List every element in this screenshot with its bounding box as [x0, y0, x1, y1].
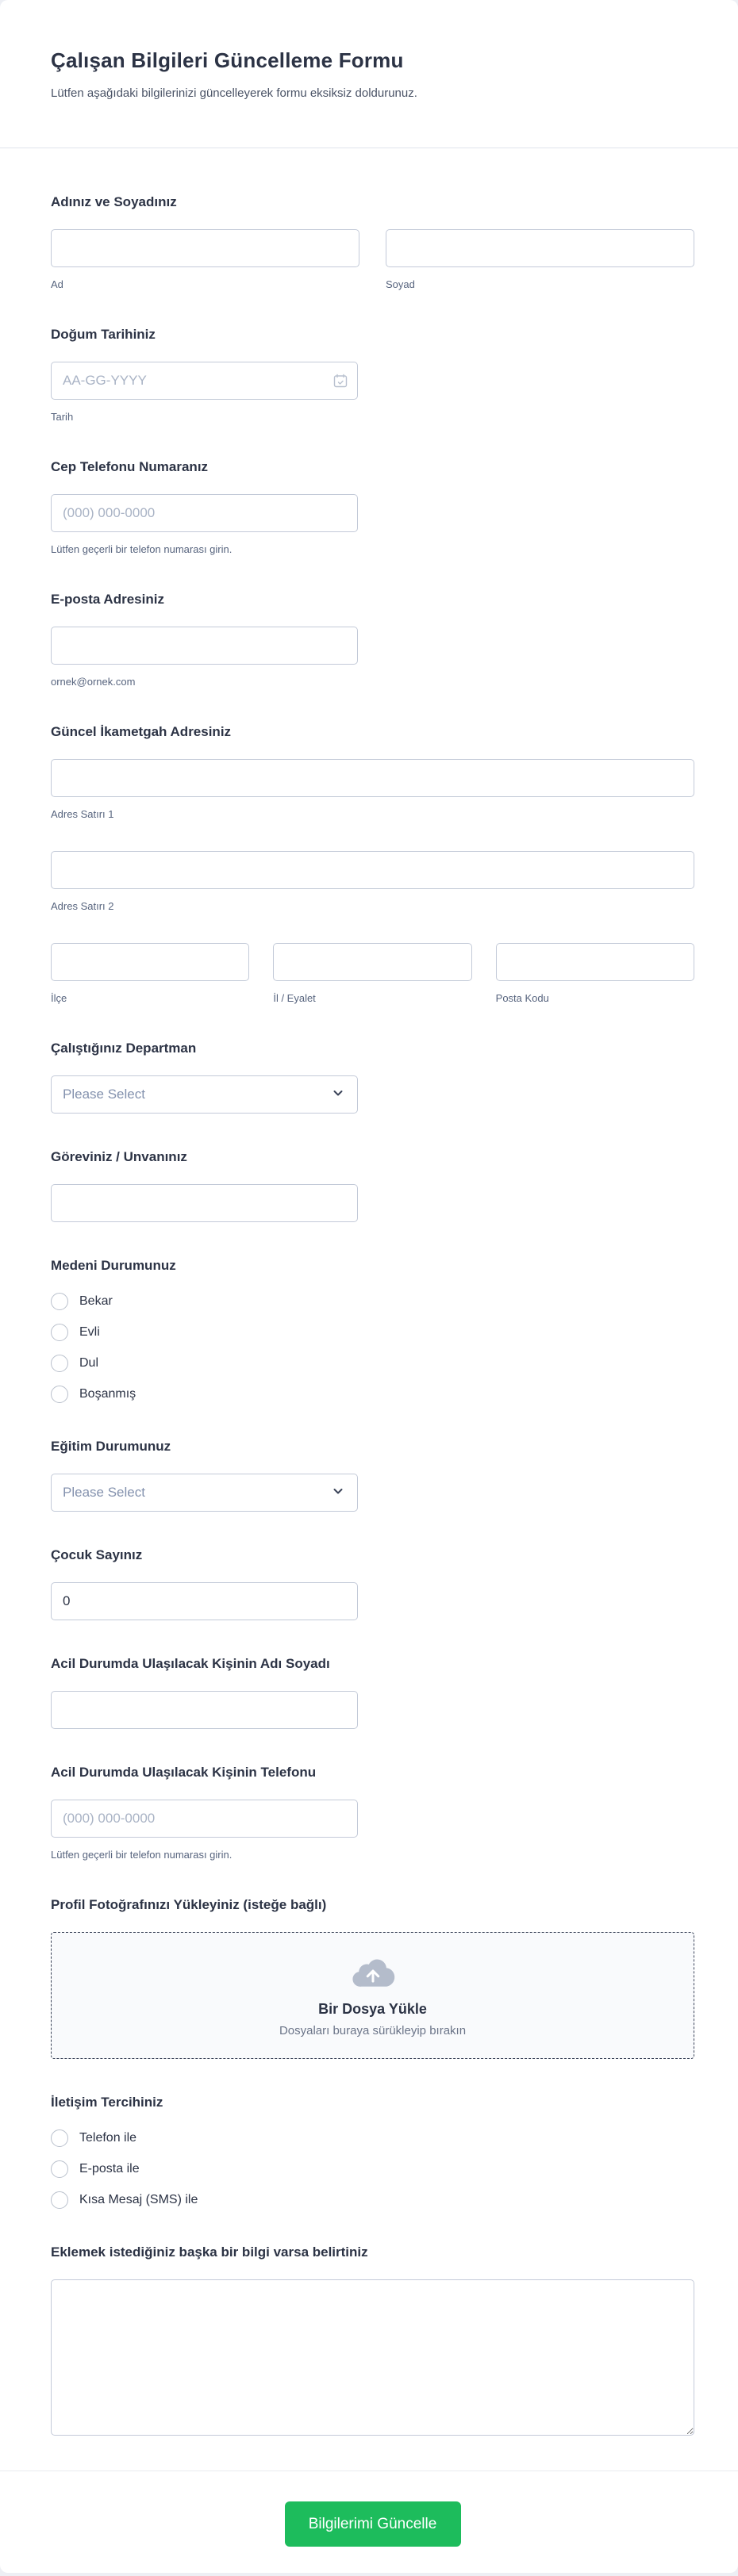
marital-option-bekar[interactable]: [51, 1293, 694, 1310]
marital-option-label: Evli: [79, 1325, 100, 1339]
address-city-input[interactable]: [51, 943, 249, 981]
emergency-phone-sublabel: Lütfen geçerli bir telefon numarası girin.: [51, 1849, 233, 1861]
phone-sublabel: Lütfen geçerli bir telefon numarası girin.: [51, 543, 233, 555]
field-photo-upload: [51, 1895, 694, 2059]
position-input[interactable]: [51, 1184, 358, 1222]
first-name-input[interactable]: [51, 229, 359, 267]
field-contact-pref: [51, 2092, 694, 2209]
education-select-value: Please Select: [63, 1485, 145, 1500]
address-state-input[interactable]: [273, 943, 471, 981]
page-subtitle: Lütfen aşağıdaki bilgilerinizi güncelleyerek formu eksiksiz doldurunuz.: [51, 86, 417, 100]
address-zip-input[interactable]: [496, 943, 694, 981]
contact-pref-option-label: Kısa Mesaj (SMS) ile: [79, 2193, 198, 2206]
notes-label: Eklemek istediğiniz başka bir bilgi varsa belirtiniz: [51, 2244, 368, 2260]
marital-option-evli[interactable]: [51, 1324, 694, 1341]
field-emergency-name: [51, 1654, 694, 1729]
notes-textarea[interactable]: [51, 2279, 694, 2436]
submit-button[interactable]: Bilgilerimi Güncelle: [285, 2501, 461, 2547]
chevron-down-icon: [332, 1485, 344, 1501]
field-marital: [51, 1255, 694, 1403]
first-name-sublabel: Ad: [51, 278, 63, 290]
radio-circle-icon[interactable]: [51, 2191, 68, 2209]
radio-circle-icon[interactable]: [51, 2129, 68, 2147]
department-select-value: Please Select: [63, 1087, 145, 1102]
contact-pref-option-label: E-posta ile: [79, 2162, 140, 2175]
birthdate-sublabel: Tarih: [51, 411, 74, 423]
submit-row: [0, 2471, 738, 2547]
file-dropzone[interactable]: [51, 1932, 694, 2059]
birthdate-input[interactable]: [51, 362, 358, 400]
field-birthdate: [51, 324, 694, 424]
department-label: Çalıştığınız Departman: [51, 1041, 197, 1056]
form-body: [0, 155, 738, 2440]
contact-pref-option-sms[interactable]: [51, 2191, 694, 2209]
form-header: [0, 0, 738, 102]
marital-option-dul[interactable]: [51, 1355, 694, 1372]
position-label: Göreviniz / Unvanınız: [51, 1149, 187, 1164]
address-state-sublabel: İl / Eyalet: [273, 992, 316, 1004]
chevron-down-icon: [332, 1087, 344, 1103]
last-name-input[interactable]: [386, 229, 694, 267]
address-line2-input[interactable]: [51, 851, 694, 889]
education-select[interactable]: [51, 1474, 358, 1512]
marital-label: Medeni Durumunuz: [51, 1258, 176, 1273]
contact-pref-option-eposta[interactable]: [51, 2160, 694, 2178]
emergency-name-input[interactable]: [51, 1691, 358, 1729]
fullname-label: Adınız ve Soyadınız: [51, 194, 177, 209]
department-select[interactable]: [51, 1075, 358, 1114]
contact-pref-label: İletişim Tercihiniz: [51, 2095, 163, 2110]
emergency-phone-label: Acil Durumda Ulaşılacak Kişinin Telefonu: [51, 1765, 317, 1780]
contact-pref-option-telefon[interactable]: [51, 2129, 694, 2147]
emergency-name-label: Acil Durumda Ulaşılacak Kişinin Adı Soyadı: [51, 1656, 330, 1671]
children-label: Çocuk Sayınız: [51, 1547, 143, 1562]
email-sublabel: ornek@ornek.com: [51, 676, 136, 688]
upload-hint: Dosyaları buraya sürükleyip bırakın: [279, 2023, 467, 2037]
field-children: [51, 1545, 694, 1620]
phone-input[interactable]: [51, 494, 358, 532]
field-address: [51, 722, 694, 1005]
birthdate-label: Doğum Tarihiniz: [51, 327, 156, 342]
phone-label: Cep Telefonu Numaranız: [51, 459, 209, 474]
email-input[interactable]: [51, 627, 358, 665]
contact-pref-option-label: Telefon ile: [79, 2131, 137, 2145]
emergency-phone-input[interactable]: [51, 1800, 358, 1838]
marital-option-label: Bekar: [79, 1294, 113, 1308]
radio-circle-icon[interactable]: [51, 1293, 68, 1310]
upload-cloud-icon: [349, 1953, 397, 1992]
photo-label: Profil Fotoğrafınızı Yükleyiniz (isteğe bağlı): [51, 1897, 327, 1912]
email-label: E-posta Adresiniz: [51, 592, 164, 607]
radio-circle-icon[interactable]: [51, 2160, 68, 2178]
field-position: [51, 1147, 694, 1222]
field-emergency-phone: [51, 1762, 694, 1861]
marital-option-label: Boşanmış: [79, 1387, 136, 1401]
marital-option-bosanmis[interactable]: [51, 1386, 694, 1403]
last-name-sublabel: Soyad: [386, 278, 415, 290]
education-label: Eğitim Durumunuz: [51, 1439, 171, 1454]
address-line1-sublabel: Adres Satırı 1: [51, 808, 114, 820]
address-label: Güncel İkametgah Adresiniz: [51, 724, 232, 739]
radio-circle-icon[interactable]: [51, 1355, 68, 1372]
radio-circle-icon[interactable]: [51, 1386, 68, 1403]
radio-circle-icon[interactable]: [51, 1324, 68, 1341]
address-line2-sublabel: Adres Satırı 2: [51, 900, 114, 912]
field-department: [51, 1038, 694, 1114]
upload-title: Bir Dosya Yükle: [318, 2000, 427, 2017]
field-education: [51, 1436, 694, 1512]
field-phone: [51, 457, 694, 556]
field-notes: [51, 2242, 694, 2440]
marital-option-label: Dul: [79, 1356, 99, 1370]
field-email: [51, 589, 694, 688]
children-input[interactable]: [51, 1582, 358, 1620]
field-fullname: [51, 192, 694, 291]
address-city-sublabel: İlçe: [51, 992, 67, 1004]
address-line1-input[interactable]: [51, 759, 694, 797]
page-title: Çalışan Bilgileri Güncelleme Formu: [51, 48, 404, 72]
address-zip-sublabel: Posta Kodu: [495, 992, 549, 1004]
